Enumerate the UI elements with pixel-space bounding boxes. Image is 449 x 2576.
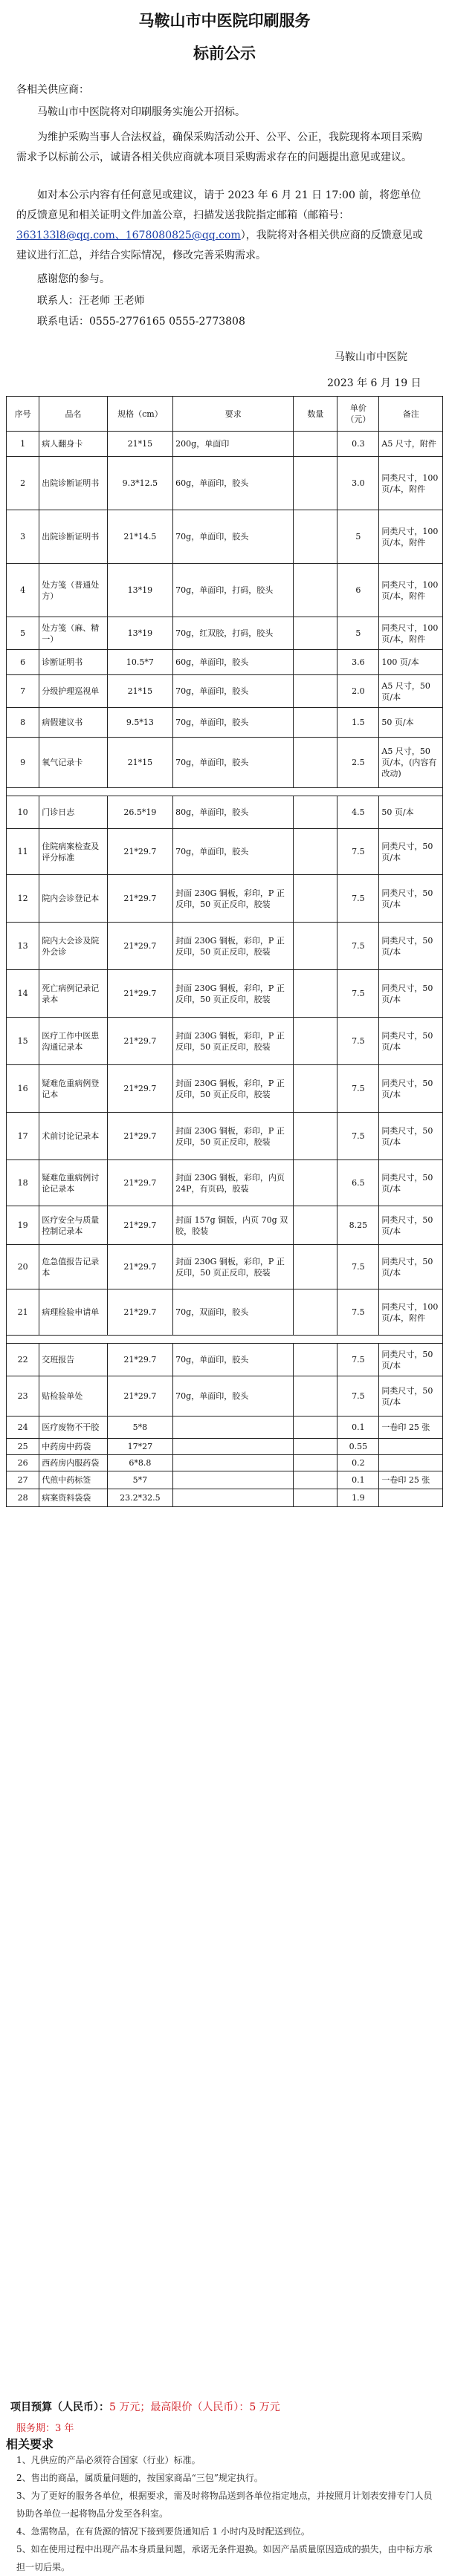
cell-note: 同类尺寸，50 页/本	[379, 1206, 443, 1245]
requirement-item: 3、为了更好的服务各单位，根据要求，需及时将物品送到各单位指定地点，并按照月计划表安排专门人员协助各单位一起将物品分发至各科室。	[16, 2491, 433, 2519]
cell-index: 15	[7, 1018, 39, 1065]
cell-quantity	[294, 1439, 337, 1455]
cell-index: 21	[7, 1289, 39, 1336]
cell-index: 28	[7, 1489, 39, 1507]
cell-unit-price: 0.1	[337, 1417, 379, 1439]
cell-quantity	[294, 970, 337, 1018]
table-gap-cell	[7, 1336, 443, 1344]
cell-name: 处方笺（麻、精一）	[39, 617, 107, 650]
cell-note: 同类尺寸，50 页/本	[379, 1245, 443, 1289]
cell-quantity	[294, 1455, 337, 1471]
col-header-unit-price: 单价（元）	[337, 397, 379, 432]
cell-index: 23	[7, 1376, 39, 1417]
items-table	[6, 396, 443, 1507]
cell-index: 16	[7, 1065, 39, 1113]
issue-date: 2023 年 6 月 19 日	[327, 377, 421, 389]
table-row	[7, 1376, 443, 1417]
cell-spec: 21*29.7	[107, 1113, 172, 1160]
cell-index: 25	[7, 1439, 39, 1455]
cell-note: 一卷印 25 张	[379, 1417, 443, 1439]
cell-spec: 21*15	[107, 675, 172, 708]
cell-quantity	[294, 708, 337, 738]
cell-unit-price: 2.0	[337, 675, 379, 708]
cell-spec: 21*14.5	[107, 510, 172, 564]
cell-note: A5 尺寸，50 页/本	[379, 675, 443, 708]
cell-requirement: 封面 230G 铜板，彩印，P 正反印，50 页正反印，胶装	[173, 875, 294, 923]
cell-note: 同类尺寸，50 页/本	[379, 970, 443, 1018]
cell-spec: 21*15	[107, 738, 172, 788]
budget-label: 项目预算（人民币）：	[10, 2401, 109, 2413]
table-row	[7, 738, 443, 788]
cell-name: 门诊日志	[39, 796, 107, 829]
cell-index: 7	[7, 675, 39, 708]
cell-unit-price: 7.5	[337, 1376, 379, 1417]
cell-quantity	[294, 510, 337, 564]
cell-spec: 26.5*19	[107, 796, 172, 829]
cell-note	[379, 1489, 443, 1507]
col-header-index: 序号	[7, 397, 39, 432]
service-label: 服务期：	[16, 2423, 56, 2434]
table-gap-row	[7, 788, 443, 796]
cell-index: 8	[7, 708, 39, 738]
cell-note	[379, 1455, 443, 1471]
table-gap-row	[7, 1336, 443, 1344]
table-row	[7, 970, 443, 1018]
cell-name: 院内会诊登记本	[39, 875, 107, 923]
cell-spec: 17*27	[107, 1439, 172, 1455]
cell-name: 诊断证明书	[39, 650, 107, 675]
cell-requirement: 封面 230G 铜板，彩印，内页 24P，有页码，胶装	[173, 1160, 294, 1206]
page-subtitle: 标前公示	[193, 44, 256, 62]
table-row	[7, 829, 443, 875]
cell-requirement: 70g，单面印，胶头	[173, 675, 294, 708]
cell-note: 50 页/本	[379, 796, 443, 829]
cell-unit-price: 1.9	[337, 1489, 379, 1507]
cell-requirement	[173, 1471, 294, 1489]
table-row	[7, 1206, 443, 1245]
cell-spec: 9.3*12.5	[107, 457, 172, 510]
cell-spec: 21*29.7	[107, 1160, 172, 1206]
cell-name: 医疗工作中医患沟通记录本	[39, 1018, 107, 1065]
cell-quantity	[294, 1376, 337, 1417]
cell-requirement	[173, 1489, 294, 1507]
col-header-note: 备注	[379, 397, 443, 432]
cell-name: 医疗废物不干胶	[39, 1417, 107, 1439]
requirements-title: 相关要求	[6, 2437, 54, 2451]
cell-note: 同类尺寸，50 页/本	[379, 1018, 443, 1065]
cell-name: 出院诊断证明书	[39, 457, 107, 510]
cell-quantity	[294, 1065, 337, 1113]
col-header-name: 品名	[39, 397, 107, 432]
budget-value: 5 万元；最高限价（人民币）：5 万元	[109, 2401, 280, 2413]
cell-note: 同类尺寸，50 页/本	[379, 1160, 443, 1206]
cell-spec: 5*7	[107, 1471, 172, 1489]
cell-unit-price: 7.5	[337, 1344, 379, 1376]
cell-unit-price: 2.5	[337, 738, 379, 788]
cell-requirement: 70g，双面印，胶头	[173, 1289, 294, 1336]
cell-spec: 21*29.7	[107, 970, 172, 1018]
cell-requirement: 60g，单面印，胶头	[173, 457, 294, 510]
cell-index: 27	[7, 1471, 39, 1489]
cell-unit-price: 7.5	[337, 1289, 379, 1336]
cell-unit-price: 7.5	[337, 1245, 379, 1289]
cell-note: 同类尺寸，100 页/本，附件	[379, 617, 443, 650]
cell-unit-price: 3.0	[337, 457, 379, 510]
table-row	[7, 1160, 443, 1206]
cell-requirement: 60g，单面印，胶头	[173, 650, 294, 675]
cell-unit-price: 7.5	[337, 970, 379, 1018]
table-row	[7, 1245, 443, 1289]
cell-unit-price: 6.5	[337, 1160, 379, 1206]
cell-note: 同类尺寸，50 页/本	[379, 1113, 443, 1160]
cell-quantity	[294, 457, 337, 510]
cell-unit-price: 0.2	[337, 1455, 379, 1471]
cell-index: 4	[7, 564, 39, 617]
table-row	[7, 1439, 443, 1455]
cell-index: 1	[7, 432, 39, 457]
col-header-requirement: 要求	[173, 397, 294, 432]
cell-name: 中药房中药袋	[39, 1439, 107, 1455]
cell-index: 18	[7, 1160, 39, 1206]
table-row	[7, 510, 443, 564]
cell-quantity	[294, 432, 337, 457]
table-row	[7, 1455, 443, 1471]
table-row	[7, 923, 443, 970]
cell-index: 26	[7, 1455, 39, 1471]
greeting: 各相关供应商：	[16, 84, 89, 96]
cell-unit-price: 7.5	[337, 829, 379, 875]
requirements-list	[16, 2451, 437, 2576]
cell-requirement: 70g，单面印，胶头	[173, 738, 294, 788]
cell-spec: 13*19	[107, 564, 172, 617]
cell-requirement: 封面 230G 铜板，彩印，P 正反印，50 页正反印，胶装	[173, 923, 294, 970]
table-row	[7, 1489, 443, 1507]
cell-quantity	[294, 923, 337, 970]
cell-spec: 6*8.8	[107, 1455, 172, 1471]
cell-spec: 21*29.7	[107, 923, 172, 970]
table-row	[7, 708, 443, 738]
cell-requirement: 70g，单面印，胶头	[173, 829, 294, 875]
cell-quantity	[294, 675, 337, 708]
table-row	[7, 1344, 443, 1376]
cell-quantity	[294, 1289, 337, 1336]
feedback-text-a: 如对本公示内容有任何意见或建议，请于 2023 年 6 月 21 日 17:00 前，将您单位的反馈意见和相关证明文件加盖公章，扫描发送我院指定邮箱（邮箱号：	[16, 189, 421, 221]
cell-requirement: 70g，单面印，胶头	[173, 1376, 294, 1417]
cell-unit-price: 3.6	[337, 650, 379, 675]
table-row	[7, 457, 443, 510]
cell-quantity	[294, 1018, 337, 1065]
cell-note: 100 页/本	[379, 650, 443, 675]
cell-requirement	[173, 1417, 294, 1439]
cell-quantity	[294, 829, 337, 875]
cell-unit-price: 7.5	[337, 1018, 379, 1065]
col-header-spec: 规格（cm）	[107, 397, 172, 432]
cell-spec: 13*19	[107, 617, 172, 650]
cell-note: 同类尺寸，50 页/本	[379, 1344, 443, 1376]
cell-unit-price: 0.1	[337, 1471, 379, 1489]
cell-index: 6	[7, 650, 39, 675]
cell-name: 处方笺（普通处方）	[39, 564, 107, 617]
cell-name: 病人翻身卡	[39, 432, 107, 457]
cell-note: 同类尺寸，100 页/本，附件	[379, 457, 443, 510]
budget-line	[10, 2399, 280, 2414]
cell-quantity	[294, 1245, 337, 1289]
cell-name: 交班报告	[39, 1344, 107, 1376]
cell-requirement: 封面 230G 铜板，彩印，P 正反印，50 页正反印，胶装	[173, 1018, 294, 1065]
requirement-item: 2、售出的商品，属质量问题的，按国家商品“三包”规定执行。	[16, 2473, 263, 2483]
cell-spec: 21*29.7	[107, 1289, 172, 1336]
cell-requirement: 70g，单面印，胶头	[173, 1344, 294, 1376]
cell-unit-price: 7.5	[337, 1065, 379, 1113]
cell-note: A5 尺寸，50 页/本，(内容有改动)	[379, 738, 443, 788]
cell-spec: 21*29.7	[107, 1018, 172, 1065]
cell-quantity	[294, 1471, 337, 1489]
cell-name: 代煎中药标签	[39, 1471, 107, 1489]
cell-index: 24	[7, 1417, 39, 1439]
cell-note: 同类尺寸，100 页/本，附件	[379, 564, 443, 617]
cell-spec: 21*29.7	[107, 1376, 172, 1417]
table-gap-cell	[7, 788, 443, 796]
cell-spec: 5*8	[107, 1417, 172, 1439]
cell-note: 同类尺寸，50 页/本	[379, 875, 443, 923]
cell-name: 出院诊断证明书	[39, 510, 107, 564]
cell-note: 同类尺寸，50 页/本	[379, 1065, 443, 1113]
cell-name: 疑难危重病例登记本	[39, 1065, 107, 1113]
cell-requirement: 200g，单面印	[173, 432, 294, 457]
cell-spec: 21*29.7	[107, 829, 172, 875]
cell-name: 死亡病例记录记录本	[39, 970, 107, 1018]
cell-spec: 21*29.7	[107, 875, 172, 923]
cell-index: 9	[7, 738, 39, 788]
cell-requirement	[173, 1455, 294, 1471]
cell-note: 同类尺寸，100 页/本，附件	[379, 510, 443, 564]
cell-name: 住院病案检查及评分标准	[39, 829, 107, 875]
cell-requirement: 80g，单面印，胶头	[173, 796, 294, 829]
feedback-text-b: ），我院将对各相关供应商的反馈意见或建议进行汇总，并结合实际情况，修改完善采购需求。	[16, 230, 423, 261]
cell-note: A5 尺寸，附件	[379, 432, 443, 457]
cell-name: 贴检验单处	[39, 1376, 107, 1417]
email-link[interactable]: 363133l8@qq.com、1678080825@qq.com	[16, 230, 241, 241]
cell-note: 一卷印 25 张	[379, 1471, 443, 1489]
cell-name: 病案资料袋袋	[39, 1489, 107, 1507]
issuer-org: 马鞍山市中医院	[335, 351, 407, 363]
cell-name: 病理检验申请单	[39, 1289, 107, 1336]
cell-requirement: 70g，单面印，胶头	[173, 510, 294, 564]
requirement-item: 1、凡供应的产品必须符合国家（行业）标准。	[16, 2455, 201, 2465]
cell-note: 50 页/本	[379, 708, 443, 738]
cell-note: 同类尺寸，50 页/本	[379, 829, 443, 875]
cell-quantity	[294, 1417, 337, 1439]
requirement-item: 4、急需物品，在有货源的情况下接到要货通知后 1 小时内及时配送到位。	[16, 2526, 310, 2537]
cell-quantity	[294, 875, 337, 923]
table-row	[7, 650, 443, 675]
cell-note	[379, 1439, 443, 1455]
cell-requirement: 封面 230G 铜板，彩印，P 正反印，50 页正反印，胶装	[173, 1065, 294, 1113]
cell-spec: 21*29.7	[107, 1065, 172, 1113]
table-row	[7, 432, 443, 457]
cell-index: 13	[7, 923, 39, 970]
cell-requirement	[173, 1439, 294, 1455]
paragraph-purpose: 为维护采购当事人合法权益，确保采购活动公开、公平、公正，我院现将本项目采购需求予以标前公示，诚请各相关供应商就本项目采购需求存在的问题提出意见或建议。	[16, 131, 422, 163]
table-row	[7, 1471, 443, 1489]
cell-note: 同类尺寸，50 页/本	[379, 923, 443, 970]
table-row	[7, 1417, 443, 1439]
cell-unit-price: 7.5	[337, 875, 379, 923]
cell-note: 同类尺寸，100 页/本，附件	[379, 1289, 443, 1336]
table-row	[7, 1289, 443, 1336]
cell-index: 2	[7, 457, 39, 510]
cell-spec: 9.5*13	[107, 708, 172, 738]
cell-index: 10	[7, 796, 39, 829]
cell-note: 同类尺寸，50 页/本	[379, 1376, 443, 1417]
cell-unit-price: 0.55	[337, 1439, 379, 1455]
cell-name: 西药房内服药袋	[39, 1455, 107, 1471]
cell-quantity	[294, 564, 337, 617]
cell-quantity	[294, 1206, 337, 1245]
cell-spec: 23.2*32.5	[107, 1489, 172, 1507]
cell-quantity	[294, 738, 337, 788]
cell-unit-price: 5	[337, 617, 379, 650]
cell-index: 11	[7, 829, 39, 875]
cell-index: 19	[7, 1206, 39, 1245]
requirement-item: 5、如在使用过程中出现产品本身质量问题，承诺无条件退换。如因产品质量原因造成的损失，由中标方承担一切后果。	[16, 2544, 433, 2572]
page-title: 马鞍山市中医院印刷服务	[138, 11, 311, 30]
contact-phone: 联系电话：0555-2776165 0555-2773808	[37, 316, 245, 328]
cell-quantity	[294, 1160, 337, 1206]
cell-name: 疑难危重病例讨论记录本	[39, 1160, 107, 1206]
thanks-text: 感谢您的参与。	[37, 273, 110, 285]
table-row	[7, 617, 443, 650]
cell-name: 病假建议书	[39, 708, 107, 738]
cell-index: 20	[7, 1245, 39, 1289]
cell-quantity	[294, 1113, 337, 1160]
table-row	[7, 796, 443, 829]
cell-index: 3	[7, 510, 39, 564]
table-row	[7, 1018, 443, 1065]
cell-spec: 21*29.7	[107, 1344, 172, 1376]
cell-unit-price: 7.5	[337, 923, 379, 970]
cell-requirement: 封面 157g 铜版，内页 70g 双胶，胶装	[173, 1206, 294, 1245]
cell-name: 术前讨论记录本	[39, 1113, 107, 1160]
cell-unit-price: 1.5	[337, 708, 379, 738]
cell-quantity	[294, 617, 337, 650]
table-row	[7, 1065, 443, 1113]
cell-requirement: 70g，红双胶，打码，胶头	[173, 617, 294, 650]
service-line	[16, 2420, 74, 2434]
service-value: 3 年	[55, 2423, 74, 2434]
cell-name: 院内大会诊及院外会诊	[39, 923, 107, 970]
cell-spec: 21*15	[107, 432, 172, 457]
table-header-row	[7, 397, 443, 432]
table-row	[7, 564, 443, 617]
cell-name: 氧气记录卡	[39, 738, 107, 788]
cell-unit-price: 7.5	[337, 1113, 379, 1160]
cell-name: 医疗安全与质量控制记录本	[39, 1206, 107, 1245]
cell-requirement: 封面 230G 铜板，彩印，P 正反印，50 页正反印，胶装	[173, 1245, 294, 1289]
cell-index: 5	[7, 617, 39, 650]
contact-people: 联系人：汪老师 王老师	[37, 295, 145, 307]
table-row	[7, 875, 443, 923]
table-body	[7, 432, 443, 1507]
cell-quantity	[294, 796, 337, 829]
cell-quantity	[294, 650, 337, 675]
cell-name: 分级护理巡视单	[39, 675, 107, 708]
cell-index: 17	[7, 1113, 39, 1160]
cell-spec: 21*29.7	[107, 1206, 172, 1245]
col-header-quantity: 数量	[294, 397, 337, 432]
cell-requirement: 封面 230G 铜板，彩印，P 正反印，50 页正反印，胶装	[173, 970, 294, 1018]
cell-spec: 10.5*7	[107, 650, 172, 675]
cell-index: 14	[7, 970, 39, 1018]
cell-unit-price: 0.3	[337, 432, 379, 457]
cell-unit-price: 5	[337, 510, 379, 564]
paragraph-feedback	[16, 186, 427, 266]
table-row	[7, 1113, 443, 1160]
cell-unit-price: 4.5	[337, 796, 379, 829]
cell-quantity	[294, 1344, 337, 1376]
table-row	[7, 675, 443, 708]
paragraph-intro: 马鞍山市中医院将对印刷服务实施公开招标。	[37, 106, 245, 118]
cell-quantity	[294, 1489, 337, 1507]
cell-unit-price: 8.25	[337, 1206, 379, 1245]
cell-requirement: 70g，单面印，胶头	[173, 708, 294, 738]
cell-index: 12	[7, 875, 39, 923]
cell-unit-price: 6	[337, 564, 379, 617]
cell-name: 危急值报告记录本	[39, 1245, 107, 1289]
cell-spec: 21*29.7	[107, 1245, 172, 1289]
cell-index: 22	[7, 1344, 39, 1376]
cell-requirement: 封面 230G 铜板，彩印，P 正反印，50 页正反印，胶装	[173, 1113, 294, 1160]
cell-requirement: 70g，单面印，打码，胶头	[173, 564, 294, 617]
